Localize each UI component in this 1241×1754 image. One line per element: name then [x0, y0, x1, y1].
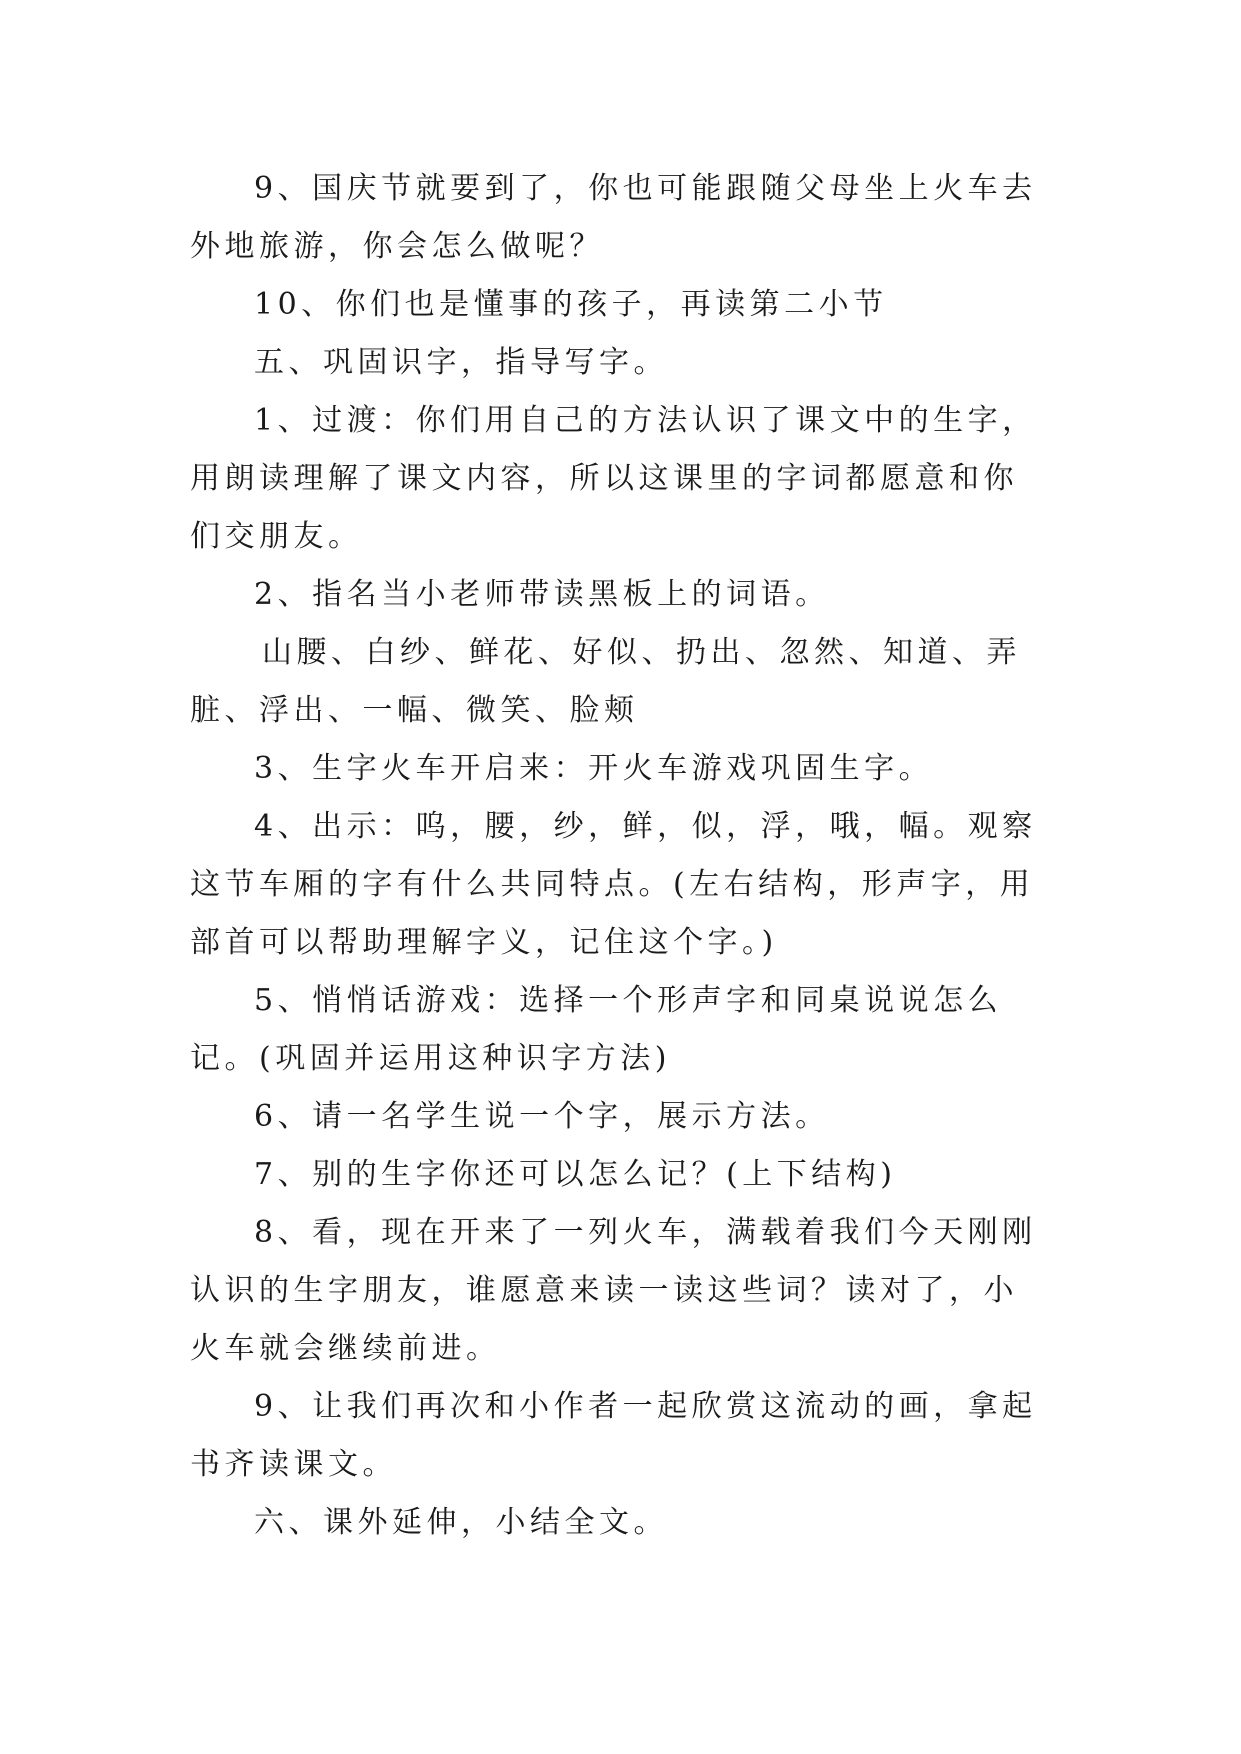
paragraph-item-3-train-game: 3、生字火车开启来：开火车游戏巩固生字。	[254, 751, 934, 786]
paragraph-item-5-whisper-game: 5、悄悄话游戏：选择一个形声字和同桌说说怎么记。(巩固并运用这种识字方法)	[190, 983, 1003, 1076]
paragraph-item-10-reread: 10、你们也是懂事的孩子，再读第二小节	[254, 287, 888, 322]
paragraph-item-4-show-characters: 4、出示：呜，腰，纱，鲜，似，浮，哦，幅。观察这节车厢的字有什么共同特点。(左右结构，形声字，用部首可以帮助理解字义，记住这个字。)	[190, 809, 1037, 960]
paragraph-item-9-travel: 9、国庆节就要到了，你也可能跟随父母坐上火车去外地旅游，你会怎么做呢？	[190, 171, 1037, 264]
vocabulary-list: 山腰、白纱、鲜花、好似、扔出、忽然、知道、弄脏、浮出、一幅、微笑、脸颊	[190, 635, 1021, 728]
paragraph-item-8-train-arrives: 8、看，现在开来了一列火车，满载着我们今天刚刚认识的生字朋友，谁愿意来读一读这些词？读对了，小火车就会继续前进。	[190, 1215, 1037, 1366]
section-heading-consolidate: 五、巩固识字，指导写字。	[254, 345, 668, 380]
document-body	[190, 160, 1050, 1552]
paragraph-item-7-other-characters: 7、别的生字你还可以怎么记？(上下结构)	[254, 1157, 897, 1192]
paragraph-item-1-transition: 1、过渡：你们用自己的方法认识了课文中的生字，用朗读理解了课文内容，所以这课里的字词都愿意和你们交朋友。	[190, 403, 1037, 554]
section-heading-extension: 六、课外延伸，小结全文。	[254, 1505, 668, 1540]
paragraph-item-6-student-demo: 6、请一名学生说一个字，展示方法。	[254, 1099, 830, 1134]
paragraph-item-9-read-together: 9、让我们再次和小作者一起欣赏这流动的画，拿起书齐读课文。	[190, 1389, 1037, 1482]
paragraph-item-2-lead-reading: 2、指名当小老师带读黑板上的词语。	[254, 577, 830, 612]
